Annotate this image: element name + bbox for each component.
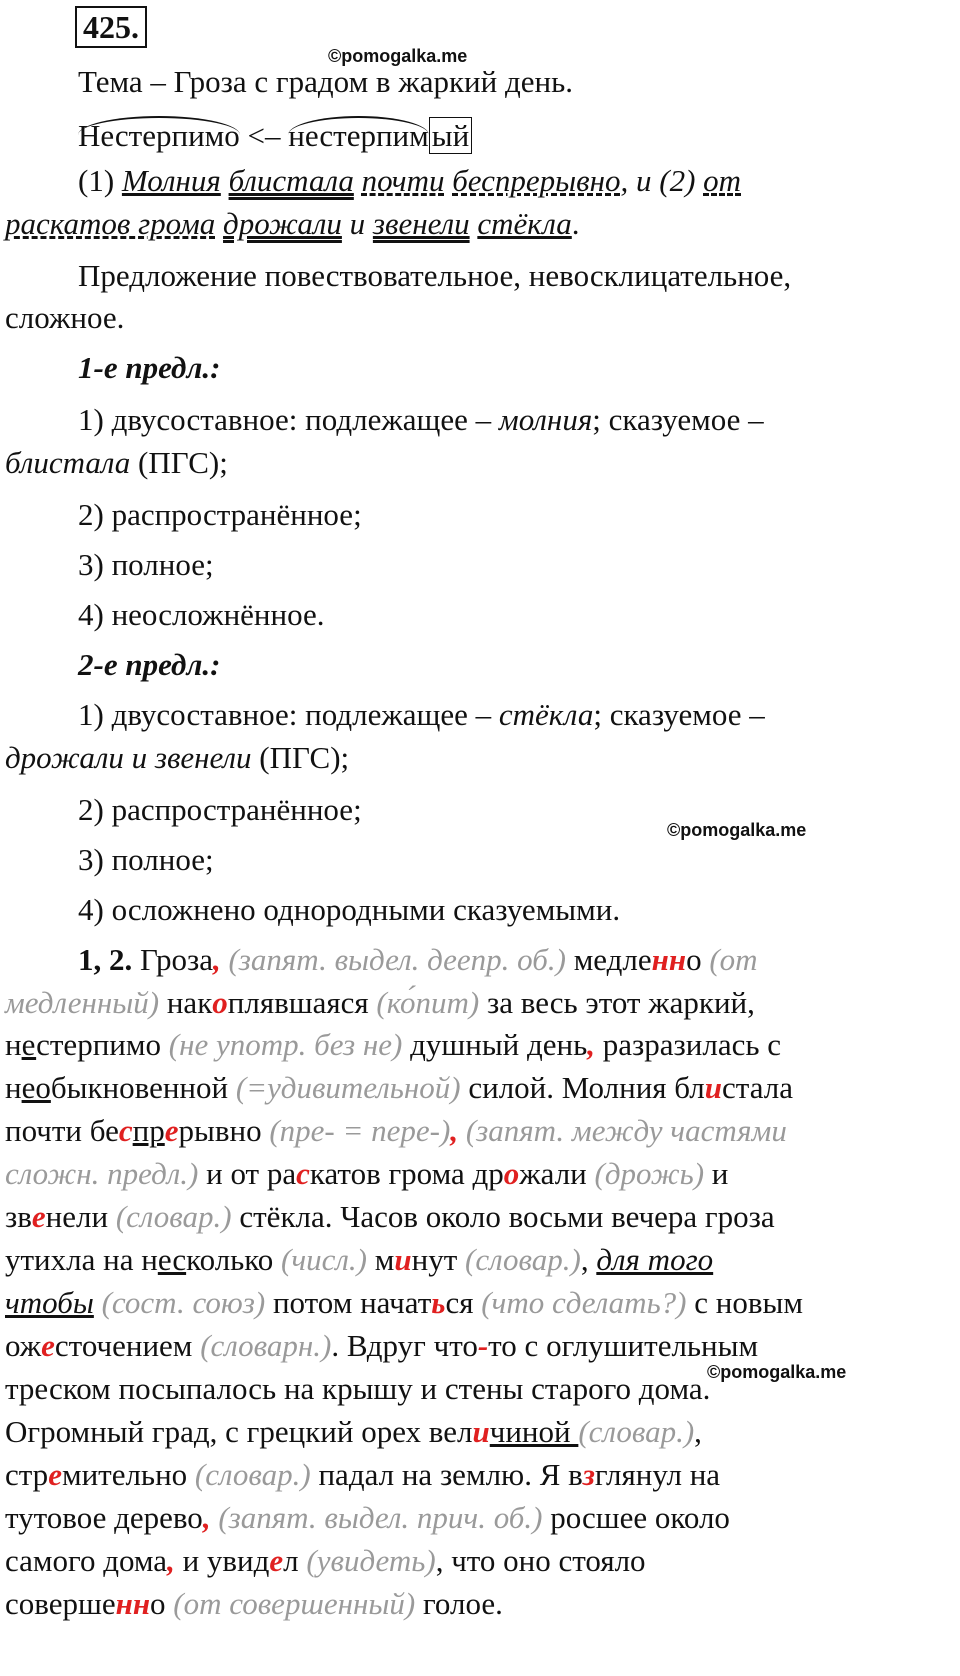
- note: (от: [701, 942, 758, 977]
- text-line: [5, 445, 228, 481]
- note: медлен: [5, 985, 97, 1020]
- arrow: <–: [239, 118, 289, 153]
- dictation-line: [5, 1328, 758, 1364]
- dictation-line: [5, 1285, 803, 1321]
- text: 1, 2.: [78, 942, 133, 977]
- text: дрожали и звенели: [5, 740, 252, 775]
- text-line: [5, 740, 349, 776]
- adverbial: почти: [361, 163, 445, 198]
- text-line: 3) полное;: [78, 547, 214, 582]
- text: (1): [78, 163, 122, 198]
- note: (=удивительной): [235, 1070, 461, 1105]
- text: то с оглушительным: [488, 1328, 759, 1363]
- note: (не употр. без не): [168, 1027, 403, 1062]
- dictation-line: [5, 1156, 728, 1192]
- text: соверше: [5, 1586, 116, 1621]
- sentence-line-1: [78, 163, 741, 199]
- text: 1) двусоставное: подлежащее –: [78, 697, 499, 732]
- text: и: [704, 1156, 729, 1191]
- text: м: [367, 1242, 395, 1277]
- text: голое.: [415, 1586, 503, 1621]
- subject: Молния: [121, 163, 221, 198]
- note: (словар.): [578, 1414, 695, 1449]
- text: е: [21, 1027, 37, 1062]
- text: пр: [132, 1113, 165, 1148]
- text: нели: [45, 1199, 116, 1234]
- heading-2: 2-е предл.:: [78, 647, 221, 682]
- note: (что сделать?): [481, 1285, 687, 1320]
- text: , что оно стояло: [435, 1543, 646, 1578]
- text-line: [78, 402, 764, 438]
- note: (сост. союз): [93, 1285, 266, 1320]
- letter: ь: [431, 1285, 446, 1320]
- text: с новым: [686, 1285, 803, 1320]
- comma: ,: [202, 1500, 211, 1535]
- note: (числ.): [281, 1242, 368, 1277]
- text: Гроза: [132, 942, 213, 977]
- text: ес: [157, 1242, 187, 1277]
- text: о: [686, 942, 702, 977]
- predicate: звенели: [372, 206, 470, 241]
- text: .: [571, 206, 580, 241]
- text: быкновенной: [50, 1070, 236, 1105]
- text: колько: [186, 1242, 282, 1277]
- text-line: 3) полное;: [78, 842, 214, 877]
- note: ный): [96, 985, 160, 1020]
- watermark: ©pomogalka.me: [328, 46, 468, 66]
- note: (запят. выдел. прич. об.): [210, 1500, 543, 1535]
- letter: е: [41, 1328, 55, 1363]
- text: стёкла. Часов около восьми вечера гроза: [231, 1199, 775, 1234]
- letter: с: [118, 1113, 133, 1148]
- dictation-line: [5, 1500, 730, 1536]
- text: тутовое дерево: [5, 1500, 203, 1535]
- text: молния: [498, 402, 593, 437]
- dictation-line: [5, 1586, 503, 1622]
- text: л: [283, 1543, 307, 1578]
- letter: нн: [115, 1586, 151, 1621]
- text: стерпимо: [36, 1027, 169, 1062]
- text: нак: [159, 985, 213, 1020]
- text: нут: [411, 1242, 466, 1277]
- text: жали: [519, 1156, 595, 1191]
- text: 1) двусоставное: подлежащее –: [78, 402, 499, 437]
- letter: о: [212, 985, 228, 1020]
- text-line: 4) осложнено однородными сказуемыми.: [78, 892, 621, 927]
- text: самого дома: [5, 1543, 168, 1578]
- note: (дрожь): [594, 1156, 705, 1191]
- text: блистала: [5, 445, 131, 480]
- text: , и (2): [620, 163, 704, 198]
- text: ео: [21, 1070, 51, 1105]
- sentence-line-2: [5, 206, 580, 242]
- text: мительно: [61, 1457, 195, 1492]
- letter: и: [704, 1070, 723, 1105]
- text: н: [5, 1027, 22, 1062]
- text: ся: [445, 1285, 482, 1320]
- note: (словар.): [194, 1457, 311, 1492]
- letter: нн: [651, 942, 687, 977]
- dictation-line: [5, 1543, 646, 1579]
- note: (увидеть): [306, 1543, 436, 1578]
- letter: е: [48, 1457, 62, 1492]
- word-nesterpim: нестерпим: [288, 118, 429, 153]
- text: потом начат: [265, 1285, 432, 1320]
- dictation-line: [5, 1113, 787, 1149]
- text: силой. Молния бл: [460, 1070, 705, 1105]
- text: (ПГС);: [251, 740, 350, 775]
- text: ; сказуемое –: [593, 697, 765, 732]
- text: ; сказуемое –: [592, 402, 764, 437]
- dictation-line: [5, 1457, 720, 1493]
- text: рывно: [178, 1113, 270, 1148]
- letter: е: [164, 1113, 179, 1148]
- text: зв: [5, 1199, 32, 1234]
- text: н: [5, 1070, 22, 1105]
- text-line: 2) распространённое;: [78, 497, 362, 532]
- text: стала: [722, 1070, 793, 1105]
- text: катов грома др: [309, 1156, 504, 1191]
- text: медле: [565, 942, 652, 977]
- adverbial: беспрерывно: [452, 163, 621, 198]
- letter: и: [394, 1242, 412, 1277]
- note: (словарн.): [200, 1328, 332, 1363]
- comma: ,: [167, 1543, 175, 1578]
- dictation-line: [78, 942, 758, 978]
- adverbial: от: [703, 163, 742, 198]
- text: ож: [5, 1328, 42, 1363]
- exercise-number: 425.: [75, 6, 147, 48]
- watermark: ©pomogalka.me: [667, 820, 807, 840]
- text-line: 2) распространённое;: [78, 792, 362, 827]
- text: и от ра: [198, 1156, 297, 1191]
- letter: о: [503, 1156, 520, 1191]
- note: (от совершенный): [173, 1586, 416, 1621]
- dictation-line: [5, 1070, 793, 1106]
- text-line: 4) неосложнённое.: [78, 597, 325, 632]
- text: разразилась с: [595, 1027, 782, 1062]
- text: о: [150, 1586, 174, 1621]
- dictation-line: [5, 985, 755, 1021]
- ending-box: ый: [429, 117, 472, 154]
- text: . Вдруг что: [331, 1328, 478, 1363]
- subject: стёкла: [477, 206, 572, 241]
- predicate: дрожали: [223, 206, 342, 241]
- text: (ПГС);: [130, 445, 228, 480]
- text: утихла на н: [5, 1242, 158, 1277]
- text: душный день: [402, 1027, 588, 1062]
- text: плявшаяся: [227, 985, 377, 1020]
- text: чиной: [489, 1414, 579, 1449]
- text: Огромный град, с грецкий орех вел: [5, 1414, 473, 1449]
- letter: е: [269, 1543, 284, 1578]
- text: ,: [580, 1242, 597, 1277]
- letter: с: [296, 1156, 310, 1191]
- word-analysis-line: [78, 116, 472, 154]
- dictation-line: [5, 1199, 775, 1235]
- note: (пре- = пере-): [269, 1113, 451, 1148]
- text: и увид: [174, 1543, 270, 1578]
- text: глянул на: [594, 1457, 721, 1492]
- watermark: ©pomogalka.me: [707, 1362, 847, 1382]
- text: почти бе: [5, 1113, 119, 1148]
- text: падал на землю. Я в: [310, 1457, 583, 1492]
- hyphen: -: [477, 1328, 489, 1363]
- text: стёкла: [498, 697, 594, 732]
- text: стр: [5, 1457, 49, 1492]
- text: за весь этот жаркий,: [479, 985, 755, 1020]
- heading-1: 1-е предл.:: [78, 350, 221, 385]
- dictation-line: [5, 1414, 702, 1450]
- text: сточением: [54, 1328, 201, 1363]
- text-line: сложное.: [5, 300, 125, 335]
- dictation-line: [5, 1242, 713, 1278]
- word-nesterpimo: Нестерпимо: [78, 118, 240, 153]
- note: (ко́пит): [376, 985, 480, 1020]
- comma: ,: [450, 1113, 459, 1148]
- text: ,: [694, 1414, 702, 1449]
- adverbial: раскатов грома: [5, 206, 216, 241]
- text: чтобы: [5, 1285, 94, 1320]
- letter: е: [31, 1199, 46, 1234]
- comma: ,: [587, 1027, 596, 1062]
- text: для того: [596, 1242, 714, 1277]
- note: (запят. выдел. деепр. об.): [220, 942, 566, 977]
- note: (словар.): [465, 1242, 581, 1277]
- text: и: [341, 206, 373, 241]
- comma: ,: [212, 942, 221, 977]
- letter: и: [472, 1414, 490, 1449]
- note: (словар.): [115, 1199, 232, 1234]
- note: сложн. предл.): [5, 1156, 199, 1191]
- dictation-line: [5, 1027, 781, 1063]
- note: (запят. между частями: [458, 1113, 787, 1148]
- text-line: [78, 697, 765, 733]
- predicate: блистала: [228, 163, 354, 198]
- topic-line: Тема – Гроза с градом в жаркий день.: [78, 64, 574, 99]
- dictation-line: треском посыпалось на крышу и стены старого дома.: [5, 1371, 711, 1406]
- text-line: Предложение повествовательное, невосклицательное,: [78, 258, 792, 293]
- letter: з: [582, 1457, 595, 1492]
- text: росшее около: [542, 1500, 730, 1535]
